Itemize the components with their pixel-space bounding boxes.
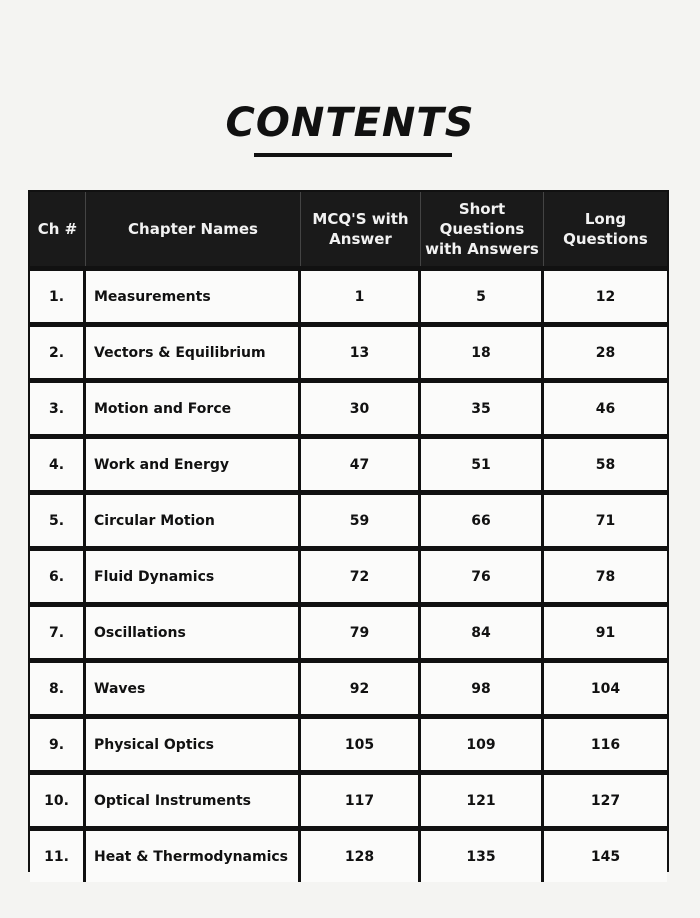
table-header-row [30,192,667,266]
short-questions-page: 76 [421,546,544,602]
mcq-page: 79 [301,602,421,658]
chapter-name: Vectors & Equilibrium [86,322,301,378]
mcq-page: 72 [301,546,421,602]
header-short-questions: Short Questions with Answers [421,192,544,266]
chapter-number: 11. [30,826,86,882]
header-mcqs: MCQ'S with Answer [301,192,421,266]
table-row [30,546,667,602]
long-questions-page: 12 [544,266,667,322]
chapter-name: Motion and Force [86,378,301,434]
mcq-page: 47 [301,434,421,490]
mcq-page: 30 [301,378,421,434]
short-questions-page: 66 [421,490,544,546]
chapter-name: Heat & Thermodynamics [86,826,301,882]
short-questions-page: 121 [421,770,544,826]
mcq-page: 117 [301,770,421,826]
chapter-name: Work and Energy [86,434,301,490]
chapter-number: 6. [30,546,86,602]
chapter-number: 8. [30,658,86,714]
table-row [30,826,667,882]
table-row [30,602,667,658]
long-questions-page: 145 [544,826,667,882]
short-questions-page: 35 [421,378,544,434]
header-chapter-number: Ch # [30,192,86,266]
chapter-name: Optical Instruments [86,770,301,826]
header-long-questions: Long Questions [544,192,667,266]
table-row [30,434,667,490]
contents-table-frame [28,190,669,872]
chapter-name: Oscillations [86,602,301,658]
chapter-name: Circular Motion [86,490,301,546]
long-questions-page: 78 [544,546,667,602]
mcq-page: 1 [301,266,421,322]
long-questions-page: 71 [544,490,667,546]
table-row [30,322,667,378]
mcq-page: 128 [301,826,421,882]
table-row [30,378,667,434]
mcq-page: 13 [301,322,421,378]
mcq-page: 59 [301,490,421,546]
chapter-number: 1. [30,266,86,322]
short-questions-page: 135 [421,826,544,882]
long-questions-page: 28 [544,322,667,378]
mcq-page: 92 [301,658,421,714]
long-questions-page: 104 [544,658,667,714]
table-row [30,770,667,826]
long-questions-page: 127 [544,770,667,826]
table-row [30,490,667,546]
table-row [30,266,667,322]
chapter-number: 3. [30,378,86,434]
long-questions-page: 58 [544,434,667,490]
short-questions-page: 18 [421,322,544,378]
page-title: CONTENTS [225,100,475,146]
chapter-name: Waves [86,658,301,714]
chapter-number: 5. [30,490,86,546]
long-questions-page: 91 [544,602,667,658]
short-questions-page: 109 [421,714,544,770]
short-questions-page: 5 [421,266,544,322]
contents-table [30,192,667,882]
chapter-name: Physical Optics [86,714,301,770]
chapter-number: 9. [30,714,86,770]
chapter-number: 4. [30,434,86,490]
chapter-name: Measurements [86,266,301,322]
chapter-name: Fluid Dynamics [86,546,301,602]
table-row [30,714,667,770]
short-questions-page: 84 [421,602,544,658]
chapter-number: 2. [30,322,86,378]
long-questions-page: 116 [544,714,667,770]
title-underline [254,153,452,157]
chapter-number: 7. [30,602,86,658]
chapter-number: 10. [30,770,86,826]
long-questions-page: 46 [544,378,667,434]
header-chapter-names: Chapter Names [86,192,301,266]
short-questions-page: 98 [421,658,544,714]
mcq-page: 105 [301,714,421,770]
short-questions-page: 51 [421,434,544,490]
table-row [30,658,667,714]
